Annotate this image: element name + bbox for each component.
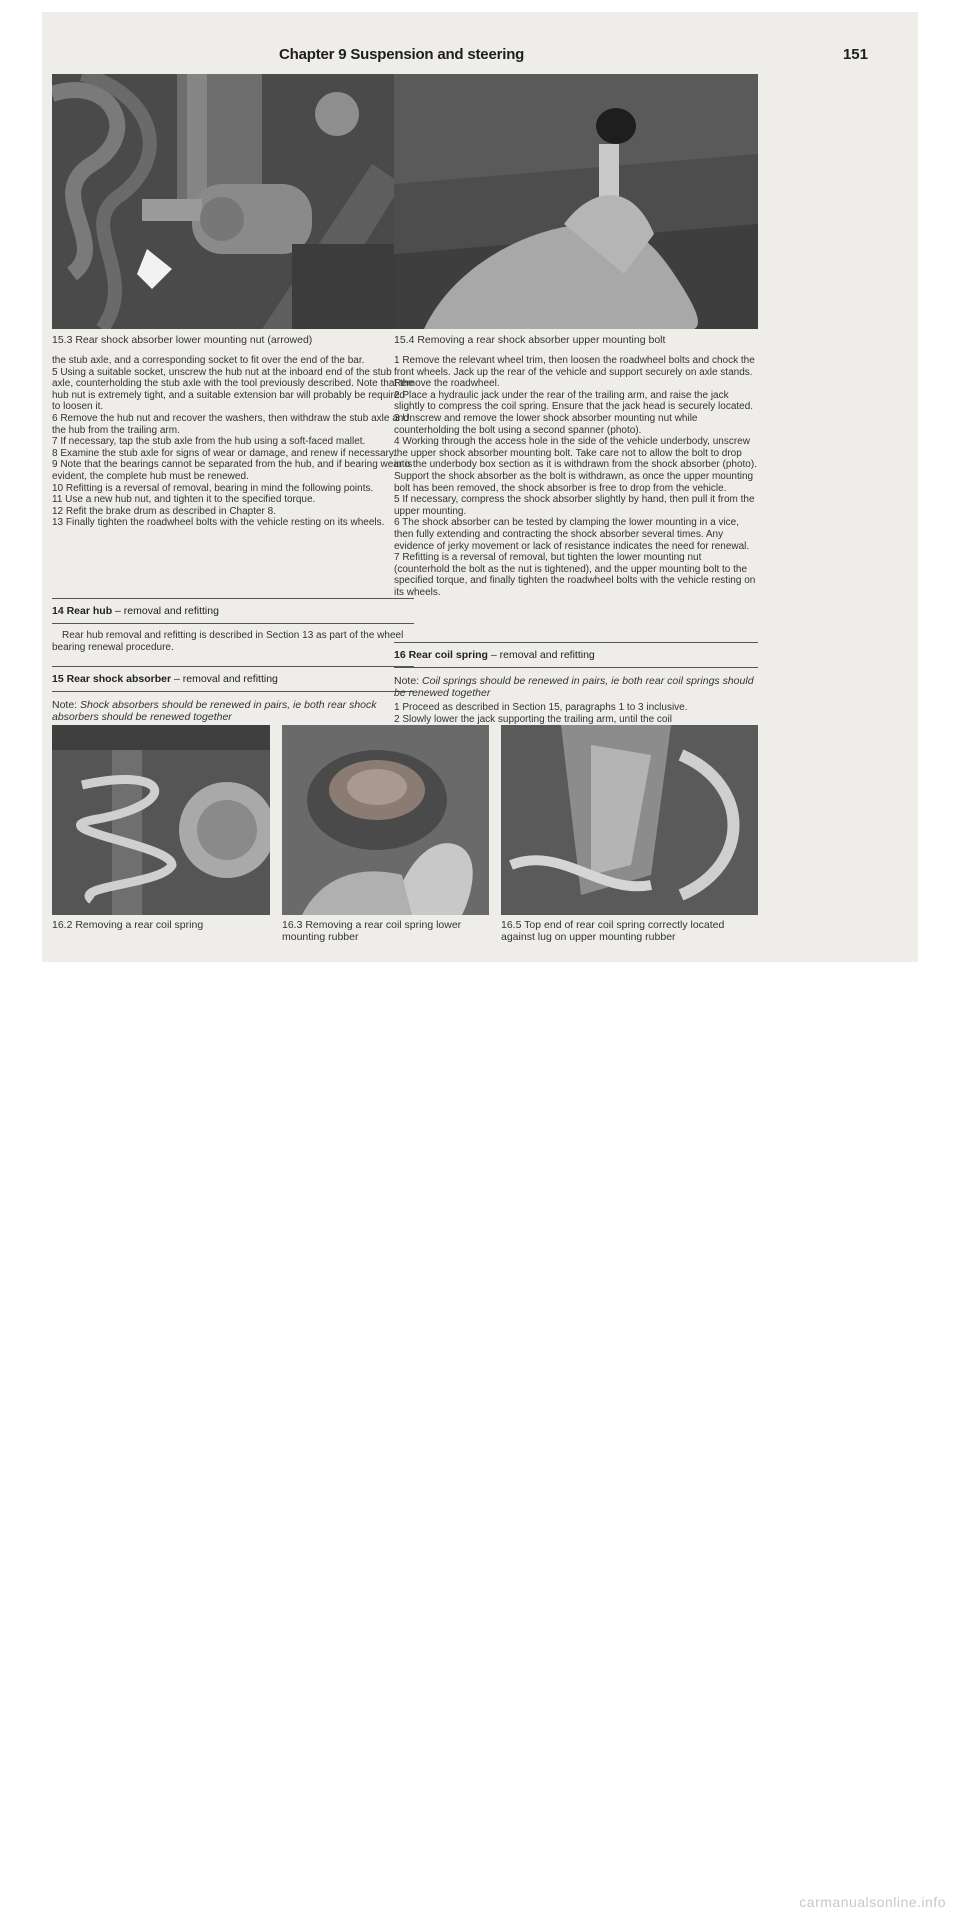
paragraph: 2 Slowly lower the jack supporting the trailing arm, until the coil: [394, 713, 672, 725]
photo-shock-absorber-lower-mount: [52, 74, 414, 329]
caption-15-4: 15.4 Removing a rear shock absorber upper mounting bolt: [394, 334, 666, 346]
photo-upper-mounting-rubber: [501, 725, 758, 915]
caption-16-2: 16.2 Removing a rear coil spring: [52, 919, 204, 931]
section-15-heading: 15 Rear shock absorber – removal and refitting: [52, 673, 278, 685]
paragraph: 8 Examine the stub axle for signs of wear or damage, and renew if necessary.: [52, 447, 396, 459]
section-16-heading: 16 Rear coil spring – removal and refitting: [394, 649, 595, 661]
photo-lower-mounting-rubber: [282, 725, 489, 915]
section-divider: [394, 642, 758, 643]
paragraph: 2 Place a hydraulic jack under the rear of the trailing arm, and raise the jack slightly to compress the coil spring. Ensure that the jack head is securely located.: [394, 389, 754, 413]
photo-rear-coil-spring: [52, 725, 270, 915]
photo-shock-absorber-upper-bolt: [394, 74, 758, 329]
caption-16-5: 16.5 Top end of rear coil spring correctly located against lug on upper mounting rubber: [501, 919, 725, 943]
paragraph: 11 Use a new hub nut, and tighten it to the specified torque.: [52, 494, 316, 506]
paragraph: 1 Proceed as described in Section 15, paragraphs 1 to 3 inclusive.: [394, 702, 688, 713]
right-column-text: [394, 355, 758, 598]
paragraph: 1 Remove the relevant wheel trim, then loosen the roadwheel bolts and chock the front wheels. Jack up the rear of the vehicle and support securely on axle stands. Remove the roadwheel.: [394, 355, 755, 390]
paragraph: 5 If necessary, compress the shock absorber slightly by hand, then pull it from the upper mounting.: [394, 494, 755, 517]
paragraph: 9 Note that the bearings cannot be separated from the hub, and if bearing wear is evident, the complete hub must be renewed.: [52, 459, 413, 482]
section-14-heading: 14 Rear hub – removal and refitting: [52, 605, 219, 617]
paragraph: 12 Refit the brake drum as described in Chapter 8.: [52, 505, 277, 517]
section-16-note: Note: Coil springs should be renewed in pairs, ie both rear coil springs should be renewed together: [394, 675, 754, 699]
paragraph: 5 Using a suitable socket, unscrew the hub nut at the inboard end of the stub axle, counterholding the stub axle with the tool previously described. Note that the hub nut is extremely tight, and a suitable extension bar will probably be required to loosen it.: [52, 366, 414, 413]
paragraph: 7 Refitting is a reversal of removal, but tighten the lower mounting nut (counterhold the bolt as the nut is tightened), and the upper mounting bolt to the specified torque, and finally tighten the roadwheel bolts with the vehicle resting on its wheels.: [394, 552, 756, 598]
page-number: 151: [842, 46, 868, 63]
paragraph: 3 Unscrew and remove the lower shock absorber mounting nut while counterholding the bolt using a second spanner (photo).: [394, 412, 698, 436]
section-14-text: Rear hub removal and refitting is described in Section 13 as part of the wheel bearing renewal procedure.: [52, 630, 404, 653]
site-watermark: carmanualsonline.info: [799, 1894, 946, 1910]
section-divider: [52, 598, 414, 599]
paragraph: 10 Refitting is a reversal of removal, bearing in mind the following points.: [52, 482, 374, 494]
left-column-text: [52, 355, 414, 529]
section-16-text: [394, 702, 758, 725]
section-divider: [52, 691, 414, 692]
paragraph: 6 Remove the hub nut and recover the washers, then withdraw the stub axle and the hub from the trailing arm.: [52, 412, 409, 436]
caption-15-3: 15.3 Rear shock absorber lower mounting nut (arrowed): [52, 334, 313, 346]
caption-16-3: 16.3 Removing a rear coil spring lower mounting rubber: [282, 919, 462, 943]
paragraph: 7 If necessary, tap the stub axle from the hub using a soft-faced mallet.: [52, 436, 366, 448]
chapter-title: Chapter 9 Suspension and steering: [279, 46, 525, 63]
paragraph: 13 Finally tighten the roadwheel bolts with the vehicle resting on its wheels.: [52, 517, 385, 529]
manual-page: [42, 12, 918, 962]
section-divider: [394, 667, 758, 668]
paragraph: 6 The shock absorber can be tested by clamping the lower mounting in a vice, then fully extending and contracting the shock absorber several times. Any evidence of jerky movement or lack of resistance indicates the need for renewal.: [394, 517, 750, 552]
section-15-note: Note: Shock absorbers should be renewed in pairs, ie both rear shock absorbers should be renewed together: [52, 699, 377, 723]
section-divider: [52, 623, 414, 624]
paragraph: 4 Working through the access hole in the side of the vehicle underbody, unscrew the upper shock absorber mounting bolt. Take care not to allow the bolt to drop into the underbody box section as it is withdrawn from the shock absorber (photo). Support the shock absorber as the bolt is withdrawn, as once the upper mounting bolt has been removed, the shock absorber is free to drop from the vehicle.: [394, 436, 757, 494]
section-divider: [52, 666, 414, 667]
page-header: [42, 46, 918, 70]
text-continuation: the stub axle, and a corresponding socket to fit over the end of the bar.: [52, 355, 365, 366]
